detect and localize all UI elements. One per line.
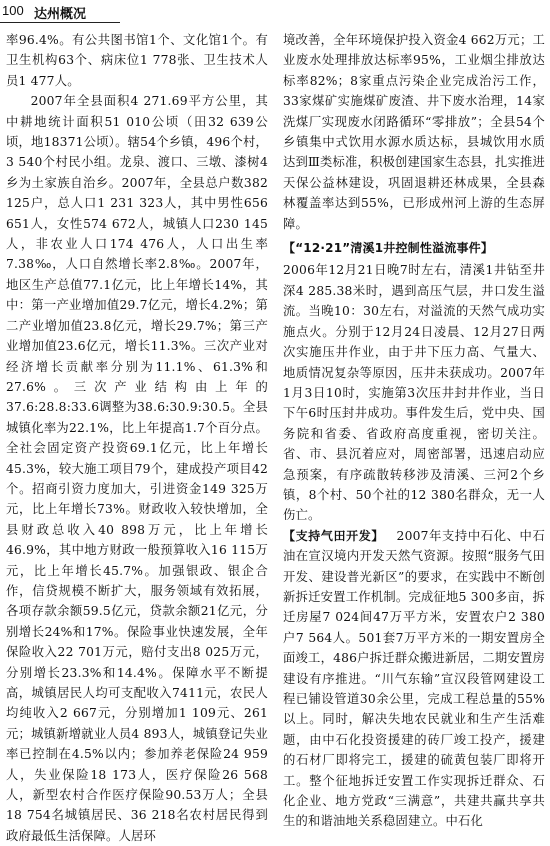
paragraph: 2006年12月21日晚7时左右，清溪1井钻至井深4 285.38米时，遇到高压气层，井口发生溢流。当晚10：30左右，对溢流的天然气成功实施点火。分别于12月24日凌晨、12月27日两次实施压井作业，由于井下压力高、气量大、地质情况复杂等原因，压井未获成功。2007年1月3日10时，实施第3次压井封井作业，当日下午6时压封井成功。事件发生后，党中央、国务院和省委、省政府高度重视，密切关注。省、市、县沉着应对，周密部署，迅速启动应急预案，有序疏散转移涉及清溪、三河2个乡镇，8个村、50个社的12 380名群众，无一人伤亡。: [283, 263, 545, 523]
paragraph: 率96.4%。有公共图书馆1个、文化馆1个。有卫生机构63个、病床位1 778张、卫生技术人员1 477人。: [6, 33, 268, 88]
left-column: [6, 30, 268, 846]
header-rule: [0, 22, 120, 23]
paragraph: [283, 526, 545, 832]
running-title: 达州概况: [34, 7, 87, 22]
page-header: [0, 0, 550, 28]
right-column: [283, 30, 545, 832]
section-heading: 【支持气田开发】: [283, 528, 385, 543]
paragraph: 境改善，全年环境保护投入资金4 662万元；工业废水处理排放达标率95%，工业烟尘排放达标率82%；8家重点污染企业完成治污工作，33家煤矿实施煤矿废渣、井下废水治理，14家洗煤厂实现废水闭路循环“零排放”；全县54个乡镇集中式饮用水源水质达标，县城饮用水质达到Ⅲ类标准，积极创建国家生态县，扎实推进天保公益林建设，巩固退耕还林成果，全县森林覆盖率达到55%，已形成州河上游的生态屏障。: [283, 33, 545, 231]
page-number: 100: [2, 3, 24, 18]
section-heading: 【“12·21”清溪1井控制性溢流事件】: [283, 241, 494, 256]
paragraph-text: 2007年支持中石化、中石油在宣汉境内开发天然气资源。按照“服务气田开发、建设普光新区”的要求，在实践中不断创新拆迁安置工作机制。完成征地5 300多亩，拆迁房屋7 024间47万平方米，安置农户2 380户7 564人。501套7万平方米的一期安置房全面竣工，486户拆迁群众搬进新居，二期安置房建设有序推进。“川气东输”宣汉段管网建设工程已铺设管道30余公里，完成工程总量的55%以上。同时，解决失地农民就业和生产生活难题，由中石化投资援建的砖厂竣工投产，援建的石材厂即将完工，援建的硫黄包装厂即将开工。整个征地拆迁安置工作实现拆迁群众、石化企业、地方党政“三满意”，共建共赢共享共生的和谐油地关系稳固建立。中石化: [283, 528, 545, 829]
paragraph: 2007年全县面积4 271.69平方公里，其中耕地统计面积51 010公顷（田32 639公顷，地18371公顷）。辖54个乡镇，496个村，3 540个村民小组。龙泉、渡口、三墩、漆树4乡为土家族自治乡。2007年，全县总户数382 125户，总人口1 231 323人，其中男性656 651人，女性574 672人，城镇人口230 145人，非农业人口174 476人，人口出生率7.38‰，人口自然增长率2.8‰。2007年，地区生产总值77.1亿元，比上年增长14%，其中：第一产业增加值29.7亿元，增长4.2%；第二产业增加值23.8亿元，增长29.7%；第三产业增加值23.6亿元，增长11.3%。三次产业对经济增长贡献率分别为11.1%、61.3%和27.6%。三次产业结构由上年的37.6:28.8:33.6调整为38.6:30.9:30.5。全县城镇化率为22.1%，比上年提高1.7个百分点。全社会固定资产投资69.1亿元，比上年增长45.3%，较大施工项目79个，建成投产项目42个。招商引资力度加大，引进资金149 325万元，比上年增长73%。财政收入较快增加，全县财政总收入40 898万元，比上年增长46.9%，其中地方财政一般预算收入16 115万元，比上年增长45.7%。加强银政、银企合作，信贷规模不断扩大，服务领域有效拓展，各项存款余额59.5亿元，贷款余额21亿元，分别增长24%和17%。保险事业快速发展，全年保险收入22 701万元，赔付支出8 025万元，分别增长23.3%和14.4%。保障水平不断提高，城镇居民人均可支配收入7411元，农民人均纯收入2 667元，分别增加1 109元、261元；城镇新增就业人员4 893人，城镇登记失业率已控制在4.5%以内；参加养老保险24 959人，失业保险18 173人，医疗保险26 568人，新型农村合作医疗保险90.53万人；全县18 754名城镇居民、36 218名农村居民得到政府最低生活保障。人居环: [6, 94, 268, 843]
